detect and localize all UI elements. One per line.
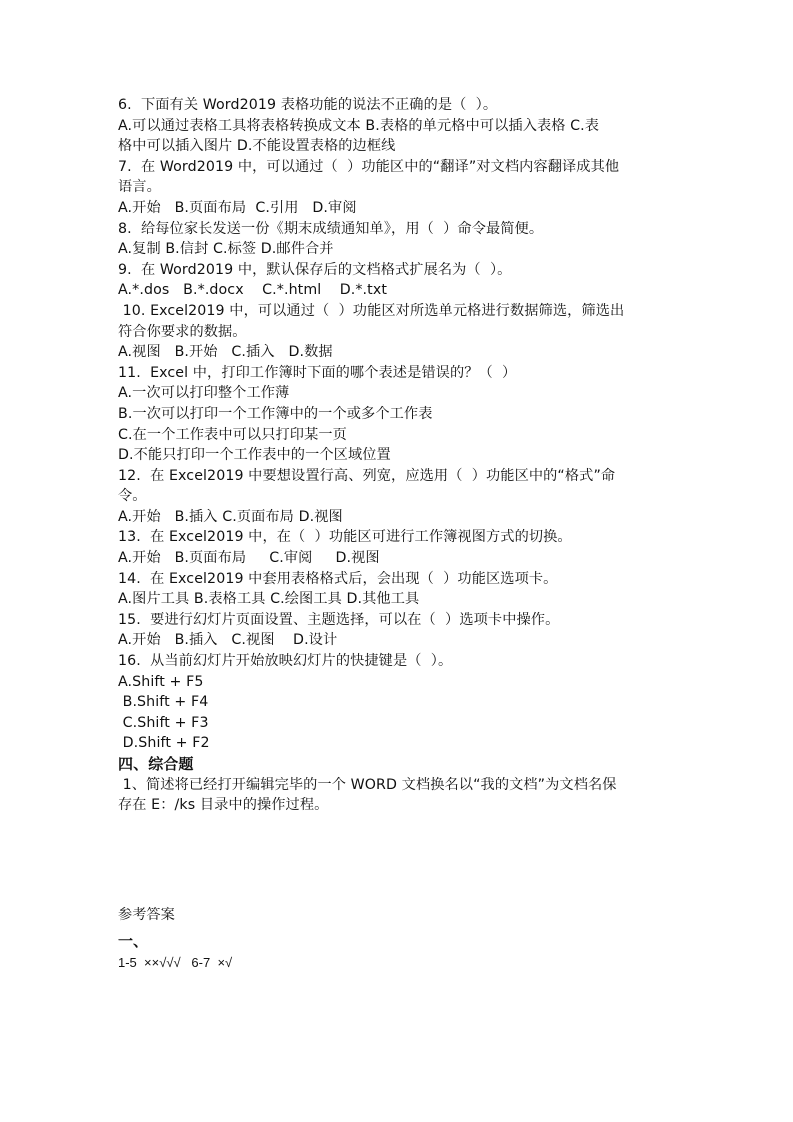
answer-key-section-1: 一、 bbox=[118, 931, 149, 950]
question-12: 12. 在 Excel2019 中要想设置行高、列宽，应选用（ ）功能区中的“格式”命 bbox=[118, 467, 616, 484]
question-8: 8. 给每位家长发送一份《期末成绩通知单》，用（ ）命令最简便。 bbox=[118, 220, 544, 237]
question-11-option-a: A.一次可以打印整个工作薄 bbox=[118, 385, 290, 402]
answer-key-values: 1-5 ××√√√ 6-7 ×√ bbox=[118, 955, 233, 971]
question-16: 16. 从当前幻灯片开始放映幻灯片的快捷键是（ ）。 bbox=[118, 653, 453, 670]
question-16-option-b: B.Shift + F4 bbox=[118, 694, 209, 711]
question-11-option-c: C.在一个工作表中可以只打印某一页 bbox=[118, 426, 347, 443]
question-9: 9. 在 Word2019 中，默认保存后的文档格式扩展名为（ ）。 bbox=[118, 261, 512, 278]
question-9-options: A.*.dos B.*.docx C.*.html D.*.txt bbox=[118, 282, 387, 299]
question-list bbox=[118, 95, 678, 816]
question-11: 11. Excel 中，打印工作簿时下面的哪个表述是错误的？（ ） bbox=[118, 364, 517, 381]
question-14: 14. 在 Excel2019 中套用表格格式后，会出现（ ）功能区选项卡。 bbox=[118, 570, 558, 587]
question-7: 7. 在 Word2019 中，可以通过（ ）功能区中的“翻译”对文档内容翻译成其他 bbox=[118, 158, 620, 175]
question-16-option-d: D.Shift + F2 bbox=[118, 735, 210, 752]
question-7-options: A.开始 B.页面布局 C.引用 D.审阅 bbox=[118, 199, 357, 216]
question-10-continued: 符合你要求的数据。 bbox=[118, 323, 247, 340]
question-16-option-c: C.Shift + F3 bbox=[118, 714, 209, 731]
answer-key-title: 参考答案 bbox=[118, 907, 175, 923]
question-10-options: A.视图 B.开始 C.插入 D.数据 bbox=[118, 344, 333, 361]
question-11-option-d: D.不能只打印一个工作表中的一个区域位置 bbox=[118, 447, 391, 464]
question-6: 6. 下面有关 Word2019 表格功能的说法不正确的是（ ）。 bbox=[118, 97, 498, 113]
section-4-heading: 四、综合题 bbox=[118, 755, 194, 773]
question-16-option-a: A.Shift + F5 bbox=[118, 673, 204, 690]
question-13: 13. 在 Excel2019 中，在（ ）功能区可进行工作簿视图方式的切换。 bbox=[118, 529, 572, 546]
question-6-options-line-1: A.可以通过表格工具将表格转换成文本 B.表格的单元格中可以插入表格 C.表 bbox=[118, 117, 600, 134]
question-15-options: A.开始 B.插入 C.视图 D.设计 bbox=[118, 632, 338, 649]
question-6-options-line-2: 格中可以插入图片 D.不能设置表格的边框线 bbox=[118, 138, 396, 155]
question-8-options: A.复制 B.信封 C.标签 D.邮件合并 bbox=[118, 241, 334, 258]
question-11-option-b: B.一次可以打印一个工作簿中的一个或多个工作表 bbox=[118, 405, 433, 422]
question-7-continued: 语言。 bbox=[118, 179, 161, 196]
question-10: 10. Excel2019 中，可以通过（ ）功能区对所选单元格进行数据筛选，筛选出 bbox=[118, 302, 625, 319]
question-13-options: A.开始 B.页面布局 C.审阅 D.视图 bbox=[118, 550, 380, 567]
comprehensive-question-1-line-1: 1、简述将已经打开编辑完毕的一个 WORD 文档换名以“我的文档”为文档名保 bbox=[118, 776, 617, 793]
answer-key bbox=[118, 905, 678, 974]
comprehensive-question-1-line-2: 存在 E：/ks 目录中的操作过程。 bbox=[118, 797, 329, 814]
question-15: 15. 要进行幻灯片页面设置、主题选择，可以在（ ）选项卡中操作。 bbox=[118, 611, 560, 628]
question-12-continued: 令。 bbox=[118, 488, 147, 505]
question-12-options: A.开始 B.插入 C.页面布局 D.视图 bbox=[118, 508, 343, 525]
question-14-options: A.图片工具 B.表格工具 C.绘图工具 D.其他工具 bbox=[118, 591, 420, 608]
